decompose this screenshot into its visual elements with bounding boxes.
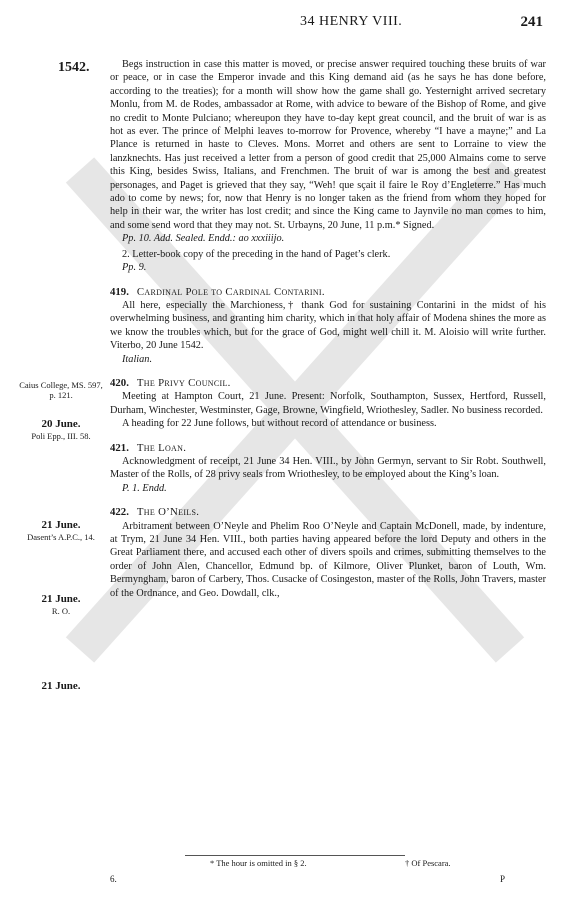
running-title: 34 HENRY VIII. <box>300 14 403 29</box>
footnote-divider <box>185 855 405 856</box>
entry-420-body-2: A heading for 22 June follows, but without record of attendance or business. <box>122 418 437 430</box>
entry-419-note: Italian. <box>122 353 153 365</box>
margin-entry-420 <box>18 519 104 542</box>
entry-418-copy: 2. Letter-book copy of the preceding in the hand of Paget’s clerk. <box>122 248 391 260</box>
entry-number: 420. <box>110 376 129 389</box>
entry-source: Poli Epp., III. 58. <box>31 431 91 441</box>
entry-421-heading <box>110 442 546 455</box>
margin-entry-422 <box>18 680 104 693</box>
entry-date: 21 June. <box>41 680 81 692</box>
margin-entry-419 <box>18 418 104 441</box>
entry-title: Cardinal Pole to Cardinal Contarini. <box>136 285 325 298</box>
entry-number: 422. <box>110 506 129 519</box>
entry-420-heading <box>110 377 546 390</box>
entry-418-body: Begs instruction in case this matter is moved, or precise answer required touching these bruits of war or peace, or in case the Emperor invade and this King demand aid (as he says he has done before, according to the treaties); for a month will show how the game shall go. Yesternight arrived secretary Monlu, from M. de Rodes, ambassador at Rome, with advice to beware of the Bishop of Rome, and give no credit to Monte Pulciano; whereupon they have to-day kept great council, and the bruit of war is as hot as ever. The prince of Melphi leaves to-morrow for Provence, whereby “I have a mayne;” and La Plance is returned in haste to Cleves. Mons. Morret and others are sent to Lorraine to view the lanzknechts. Has just received a letter from a person of good credit that 25,000 Almains come to serve this King, besides Swiss, Italians, and Frenchmen. The bruit of war is among the best and greatest personages, and Paget is grieved that they say, “Weh! que sçait il faire le Roy d’Engleterre.” Has much ado to come by news; for, now that Henry is no longer taken as the friend from whom they hoped for help in their war, the writer has lost credit; and since the King came to Jaynvile no man comes to him, and some send word that they may not. St. Urbayns, 20 June, 11 p.m.* Signed. <box>110 59 546 231</box>
entry-source: R. O. <box>51 606 71 616</box>
entry-date: 20 June. <box>41 418 81 430</box>
entry-419-heading <box>110 286 546 299</box>
footnote-2: † Of Pescara. <box>405 858 451 868</box>
entry-421-note: P. 1. Endd. <box>122 482 167 494</box>
entry-419-body: All here, especially the Marchioness,† thank God for sustaining Contarini in the midst of his overwhelming business, and granting him charity, which in that holy affair of Modena shines the more as we know the troubles which, but for the grace of God, might well chill it. M. Aloisio will write further. Viterbo, 20 June 1542. <box>110 299 546 352</box>
entry-418-note: Pp. 10. Add. Sealed. Endd.: ao xxxiiijo. <box>122 233 285 245</box>
margin-entry-421 <box>18 593 104 616</box>
entry-422-body: Arbitrament between O’Neyle and Phelim Roo O’Neyle and Captain McDonell, made, by indenture, at Trym, 21 June 34 Hen. VIII., both parties having appeared before the lord Deputy and others in the Great Parliament there, and accused each other of divers spoils and crimes, submitting themselves to the order of John Alen, Chancellor, Edmund bp. of Kilmore, Oliver Plunket, baron of Louth, Wm. Bermyngham, baron of Carbery, Thos. Cusacke of Cosingeston, master of the Rolls, John Travers, master of the Ordnance, and Geo. Dowdall, clk., <box>110 520 546 599</box>
entry-title: The O’Neils. <box>136 506 200 519</box>
entry-number: 419. <box>110 285 129 298</box>
entry-420-body: Meeting at Hampton Court, 21 June. Present: Norfolk, Southampton, Sussex, Hertford, Russell, Durham, Winchester, Westminster, Gage, Browne, Wingfield, Wriothesley, Sadler. No business recorded. <box>110 391 546 416</box>
year-marker: 1542. <box>58 60 90 75</box>
page-number: 241 <box>520 14 543 30</box>
margin-source-caius: Caius College, MS. 597, p. 121. <box>19 380 103 400</box>
entry-date: 21 June. <box>41 593 81 605</box>
entry-title: The Privy Council. <box>136 376 231 389</box>
entry-421-body: Acknowledgment of receipt, 21 June 34 Hen. VIII., by John Germyn, servant to Sir Robt. Southwell, Master of the Rolls, of 28 privy seals from Wriothesley, to be employed about the King’s loan. <box>110 455 546 481</box>
entry-date: 21 June. <box>41 519 81 531</box>
entry-source: Dasent’s A.P.C., 14. <box>27 532 95 542</box>
entry-title: The Loan. <box>136 441 187 454</box>
entry-422-heading <box>110 506 546 519</box>
footnote-1: * The hour is omitted in § 2. <box>210 858 307 868</box>
signature-mark-right: P <box>500 874 506 884</box>
signature-mark-left: 6. <box>110 874 117 884</box>
page-header <box>0 14 567 38</box>
entry-418-copy-note: Pp. 9. <box>122 262 147 274</box>
main-text-column <box>110 58 546 600</box>
entry-number: 421. <box>110 441 129 454</box>
